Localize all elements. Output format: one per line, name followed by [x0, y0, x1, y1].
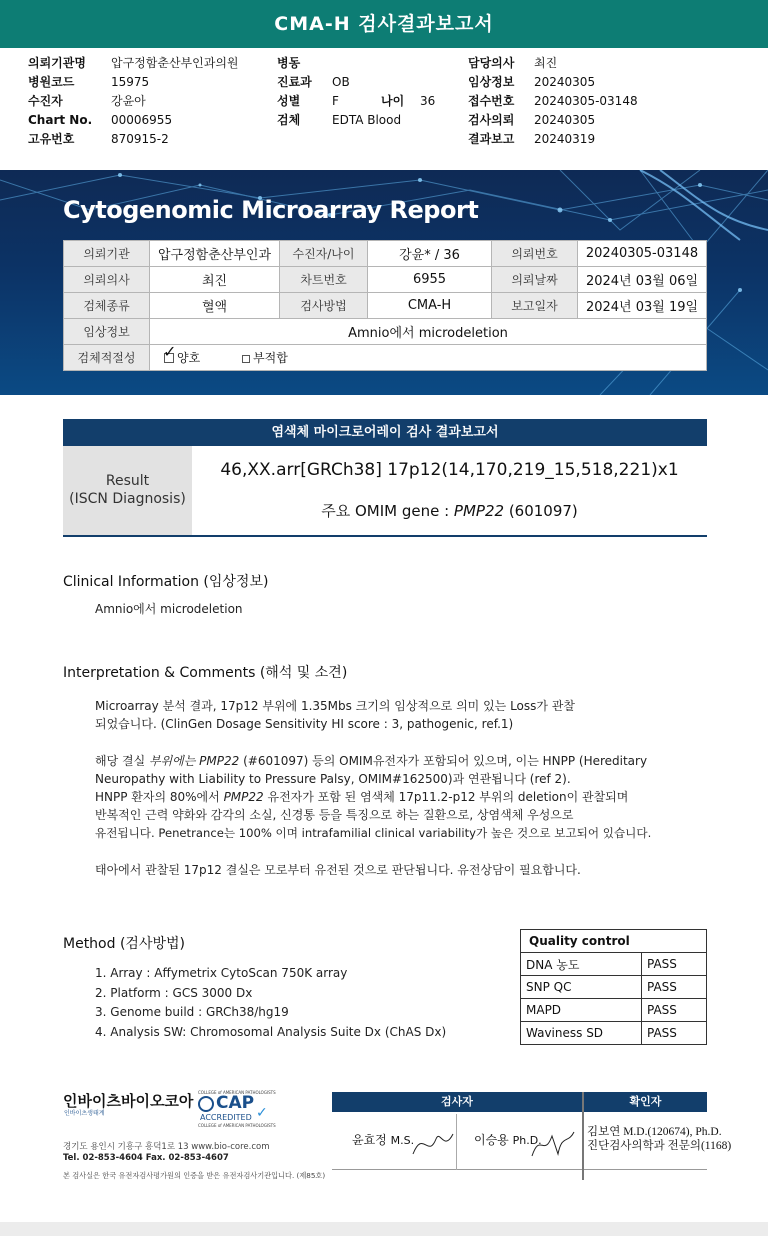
interpretation-para2: 해당 결실 부위에는 PMP22 (#601097) 등의 OMIM유전자가 포함되어 있으며, 이는 HNPP (Hereditary Neuropathy with Liability to Pressure Palsy, OMIM#162500)과 연관됩니다 (ref 2). HNPP 환자의 80%에서 PMP22 유전자가 포함 된 염색체 17p11.2-p12 부위의 deletion이 관찰되며 반복적인 근력 약화와 감각의 소실, 신경통 등을 특징으로 하는 질환으로, 상염색체 우성으로 유전됩니다. Penetrance는 100% 이며 intrafamilial clinical variability가 높은 것으로 보고되어 있습니다.: [95, 754, 652, 840]
header-col1-labels: [28, 54, 92, 149]
examiner2: 이승용 Ph.D.: [474, 1133, 542, 1147]
label-ward: 병동: [277, 56, 301, 70]
value-hospital-code: 15975: [111, 75, 150, 89]
info-row: [64, 345, 707, 371]
value-department: OB: [332, 75, 350, 89]
info-row: [64, 241, 707, 267]
info-value-clinical: Amnio에서 microdeletion: [150, 319, 707, 345]
header-col3-labels: [468, 54, 514, 149]
patient-info-table: [63, 240, 707, 371]
lab-notice: 본 검사실은 한국 유전자검사평가원의 인증을 받은 유전자검사기관입니다. (제85호): [63, 1171, 326, 1180]
info-label: 검사방법: [280, 293, 368, 319]
report-title: Cytogenomic Microarray Report: [63, 196, 479, 224]
info-label: 검체종류: [64, 293, 150, 319]
info-label: 임상정보: [64, 319, 150, 345]
company-address: 경기도 용인시 기흥구 흥덕1로 13 www.bio-core.com: [63, 1142, 270, 1152]
method-item: 4. Analysis SW: Chromosomal Analysis Suite Dx (ChAS Dx): [95, 1025, 447, 1039]
company-tel: Tel. 02-853-4604 Fax. 02-853-4607: [63, 1153, 229, 1163]
label-hospital: 의뢰기관명: [28, 56, 86, 70]
qc-row: SNP QC PASS: [521, 976, 707, 999]
qc-title: Quality control: [521, 930, 707, 953]
info-label: 보고일자: [492, 293, 578, 319]
value-specimen: EDTA Blood: [332, 113, 402, 127]
label-chart-no: Chart No.: [28, 113, 93, 127]
page-title: CMA-H 검사결과보고서: [0, 0, 768, 48]
info-value: 20240305-03148: [578, 241, 707, 267]
checkbox-icon: [242, 355, 250, 363]
method-item: 2. Platform : GCS 3000 Dx: [95, 986, 253, 1000]
signature-icon: [408, 1124, 458, 1164]
info-label: 차트번호: [280, 267, 368, 293]
info-value: 혈액: [150, 293, 280, 319]
check-icon: ✓: [256, 1105, 268, 1121]
omim-gene-name: PMP22: [453, 502, 505, 520]
signature-icon: [528, 1124, 576, 1164]
label-specimen: 검체: [277, 113, 301, 127]
method-item: 3. Genome build : GRCh38/hg19: [95, 1005, 289, 1019]
header-col2-labels: [277, 54, 312, 130]
value-doctor: 최진: [534, 56, 558, 70]
quality-control-table: [520, 929, 707, 1045]
qc-row: DNA 농도 PASS: [521, 953, 707, 976]
info-label: 의뢰날짜: [492, 267, 578, 293]
examiner-header: 검사자: [332, 1092, 582, 1112]
info-label: 의뢰기관: [64, 241, 150, 267]
info-value: 강윤* / 36: [368, 241, 492, 267]
result-label-sub: (ISCN Diagnosis): [69, 491, 186, 507]
value-request-date: 20240305: [534, 113, 596, 127]
label-sex: 성별: [277, 94, 301, 108]
method-heading: Method (검사방법): [63, 936, 185, 952]
label-age: 나이: [381, 94, 405, 108]
header-col3-values: [534, 54, 638, 149]
result-label: [63, 446, 192, 535]
result-label-main: Result: [105, 473, 150, 489]
label-receipt-no: 접수번호: [468, 94, 515, 108]
info-value: 최진: [150, 267, 280, 293]
label-clinical-info: 임상정보: [468, 75, 515, 89]
info-row: [64, 319, 707, 345]
interpretation-para1: Microarray 분석 결과, 17p12 부위에 1.35Mbs 크기의 임상적으로 의미 있는 Loss가 관찰 되었습니다. (ClinGen Dosage Sensitivity HI score : 3, pathogenic, ref.1): [95, 699, 575, 731]
info-label: 의뢰의사: [64, 267, 150, 293]
bottom-strip: [0, 1222, 768, 1236]
checkmark-icon: ✓: [163, 342, 177, 361]
qc-row: Waviness SD PASS: [521, 1022, 707, 1045]
examiner1: 윤효정 M.S.: [352, 1133, 415, 1147]
info-value: 6955: [368, 267, 492, 293]
header-col1-values: [111, 54, 239, 149]
label-hospital-code: 병원코드: [28, 75, 75, 89]
info-label: 수진자/나이: [280, 241, 368, 267]
value-receipt-no: 20240305-03148: [534, 94, 638, 108]
result-title-bar: 염색체 마이크로어레이 검사 결과보고서: [63, 419, 707, 446]
value-hospital: 압구정함춘산부인과의원: [111, 56, 239, 70]
clinical-heading: Clinical Information (임상정보): [63, 574, 269, 590]
value-unique-no: 870915-2: [111, 132, 169, 146]
cap-logo: COLLEGE of AMERICAN PATHOLOGISTS CAP ACCREDITED ✓ COLLEGE of AMERICAN PATHOLOGISTS: [198, 1090, 276, 1128]
interpretation-para3: 태아에서 관찰된 17p12 결실은 모로부터 유전된 것으로 판단됩니다. 유전상담이 필요합니다.: [95, 863, 581, 877]
omim-gene: 주요 OMIM gene : PMP22 (601097): [321, 502, 578, 520]
info-row: [64, 267, 707, 293]
value-sex: F: [332, 94, 339, 108]
value-patient: 강윤아: [111, 94, 146, 108]
method-item: 1. Array : Affymetrix CytoScan 750K array: [95, 966, 348, 980]
label-doctor: 담당의사: [468, 56, 515, 70]
label-report-date: 결과보고: [468, 132, 515, 146]
approver-header: 확인자: [584, 1092, 707, 1112]
value-clinical-info: 20240305: [534, 75, 596, 89]
value-report-date: 20240319: [534, 132, 596, 146]
label-unique-no: 고유번호: [28, 132, 75, 146]
info-label: 검체적절성: [64, 345, 150, 371]
iscn-diagnosis: 46,XX.arr[GRCh38] 17p12(14,170,219_15,518,221)x1: [220, 460, 679, 480]
interpretation-heading: Interpretation & Comments (해석 및 소견): [63, 665, 348, 681]
adequacy-bad-checkbox: 부적합: [242, 351, 288, 365]
company-logo: 인바이츠바이오코아: [63, 1092, 194, 1110]
company-sub: 인바이츠생태계: [64, 1110, 105, 1117]
info-value: 압구정함춘산부인과: [150, 241, 280, 267]
signature-block: [332, 1092, 732, 1180]
label-department: 진료과: [277, 75, 312, 89]
clinical-text: Amnio에서 microdeletion: [95, 602, 243, 616]
info-label: 의뢰번호: [492, 241, 578, 267]
qc-row: MAPD PASS: [521, 999, 707, 1022]
label-request-date: 검사의뢰: [468, 113, 515, 127]
cap-seal-icon: [198, 1096, 214, 1112]
info-value: CMA-H: [368, 293, 492, 319]
info-row: [64, 293, 707, 319]
info-value: 2024년 03월 19일: [578, 293, 707, 319]
value-chart-no: 00006955: [111, 113, 173, 127]
approver: 김보연 M.D.(120674), Ph.D. 진단검사의학과 전문의(1168): [587, 1126, 732, 1152]
info-value: 2024년 03월 06일: [578, 267, 707, 293]
label-patient: 수진자: [28, 94, 63, 108]
result-divider: [63, 535, 707, 537]
adequacy-good-checkbox: ✓ 양호: [163, 342, 201, 365]
adequacy-options: [150, 342, 707, 371]
value-age: 36: [420, 94, 436, 108]
